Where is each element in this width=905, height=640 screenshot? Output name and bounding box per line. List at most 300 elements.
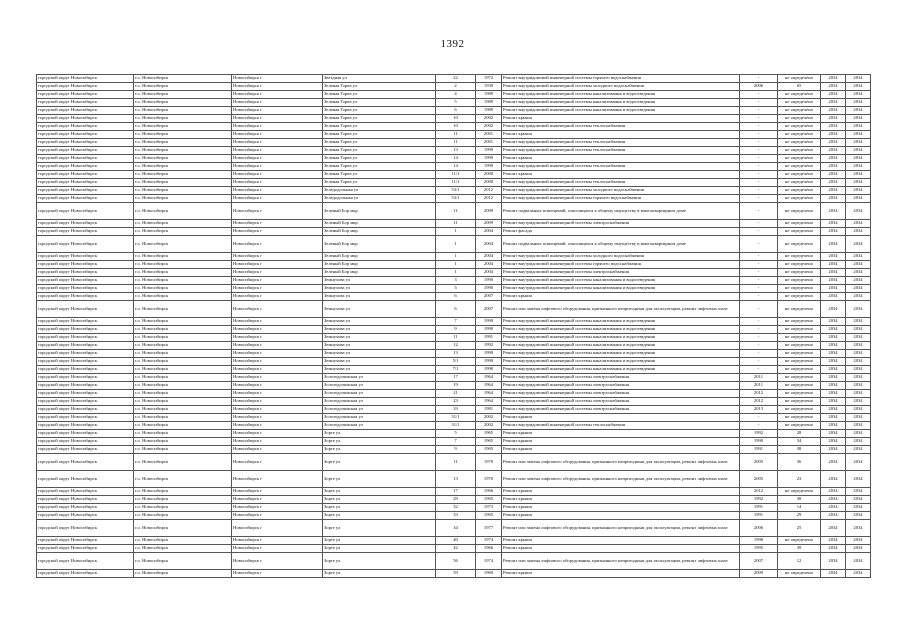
plan-start-year-cell: 2034 <box>821 471 846 488</box>
house-number-cell: 6 <box>436 107 476 115</box>
street-cell: Земнухова ул <box>323 301 436 318</box>
locality-cell: Новосибирск г <box>232 75 323 83</box>
last-repair-year-cell: - <box>740 171 778 179</box>
work-type-cell: Ремонт крыши <box>502 438 740 446</box>
build-year-cell: 2000 <box>476 179 502 187</box>
plan-end-year-cell: 2034 <box>846 147 871 155</box>
municipality-cell: городской округ Новосибирск <box>37 236 134 253</box>
wear-cell: не определено <box>778 537 821 545</box>
last-repair-year-cell: - <box>740 203 778 220</box>
plan-end-year-cell: 2034 <box>846 187 871 195</box>
street-cell: Зеленая Горка ул <box>323 83 436 91</box>
municipality-cell: городской округ Новосибирск <box>37 179 134 187</box>
last-repair-year-cell: 2011 <box>740 382 778 390</box>
work-type-cell: Ремонт крыши <box>502 414 740 422</box>
build-year-cell: 1965 <box>476 446 502 454</box>
settlement-cell: г.о. Новосибирск <box>134 382 232 390</box>
last-repair-year-cell: - <box>740 236 778 253</box>
municipality-cell: городской округ Новосибирск <box>37 446 134 454</box>
municipality-cell: городской округ Новосибирск <box>37 147 134 155</box>
locality-cell: Новосибирск г <box>232 398 323 406</box>
settlement-cell: г.о. Новосибирск <box>134 75 232 83</box>
work-type-cell: Ремонт внутридомовой инженерной системы канализования и водоотведения <box>502 366 740 374</box>
last-repair-year-cell: - <box>740 107 778 115</box>
wear-cell: не определено <box>778 107 821 115</box>
municipality-cell: городской округ Новосибирск <box>37 99 134 107</box>
wear-cell: не определено <box>778 382 821 390</box>
plan-start-year-cell: 2034 <box>821 203 846 220</box>
house-number-cell: 23 <box>436 398 476 406</box>
build-year-cell: 1989 <box>476 99 502 107</box>
settlement-cell: г.о. Новосибирск <box>134 203 232 220</box>
municipality-cell: городской округ Новосибирск <box>37 253 134 261</box>
street-cell: Зеленая Горка ул <box>323 107 436 115</box>
table-row <box>37 471 871 488</box>
wear-cell: 29 <box>778 512 821 520</box>
plan-end-year-cell: 2034 <box>846 171 871 179</box>
settlement-cell: г.о. Новосибирск <box>134 537 232 545</box>
table-row <box>37 203 871 220</box>
plan-end-year-cell: 2034 <box>846 318 871 326</box>
municipality-cell: городской округ Новосибирск <box>37 545 134 553</box>
locality-cell: Новосибирск г <box>232 422 323 430</box>
build-year-cell: 1989 <box>476 91 502 99</box>
plan-start-year-cell: 2034 <box>821 537 846 545</box>
table-row <box>37 520 871 537</box>
settlement-cell: г.о. Новосибирск <box>134 155 232 163</box>
build-year-cell: 1966 <box>476 545 502 553</box>
street-cell: Зорге ул <box>323 545 436 553</box>
locality-cell: Новосибирск г <box>232 131 323 139</box>
house-number-cell: 11 <box>436 334 476 342</box>
locality-cell: Новосибирск г <box>232 414 323 422</box>
wear-cell: не определено <box>778 374 821 382</box>
plan-start-year-cell: 2034 <box>821 398 846 406</box>
settlement-cell: г.о. Новосибирск <box>134 147 232 155</box>
table-row <box>37 285 871 293</box>
build-year-cell: 1991 <box>476 334 502 342</box>
street-cell: Зорге ул <box>323 496 436 504</box>
municipality-cell: городской округ Новосибирск <box>37 358 134 366</box>
locality-cell: Новосибирск г <box>232 179 323 187</box>
wear-cell: не определено <box>778 195 821 203</box>
work-type-cell: Ремонт внутридомовой инженерной системы холодного водоснабжения <box>502 187 740 195</box>
plan-start-year-cell: 2034 <box>821 446 846 454</box>
plan-end-year-cell: 2034 <box>846 123 871 131</box>
plan-start-year-cell: 2034 <box>821 99 846 107</box>
plan-start-year-cell: 2034 <box>821 342 846 350</box>
plan-end-year-cell: 2034 <box>846 454 871 471</box>
wear-cell: 34 <box>778 438 821 446</box>
wear-cell: 23 <box>778 471 821 488</box>
work-type-cell: Ремонт или замена лифтового оборудования, признанного непригодным для эксплуатации, ремонт лифтовых шахт <box>502 471 740 488</box>
municipality-cell: городской округ Новосибирск <box>37 537 134 545</box>
work-type-cell: Ремонт крыши <box>502 512 740 520</box>
street-cell: Зорге ул <box>323 504 436 512</box>
table-row <box>37 406 871 414</box>
table-row <box>37 342 871 350</box>
table-row <box>37 75 871 83</box>
locality-cell: Новосибирск г <box>232 203 323 220</box>
municipality-cell: городской округ Новосибирск <box>37 318 134 326</box>
house-number-cell: 17 <box>436 374 476 382</box>
street-cell: Золотодолинская ул <box>323 382 436 390</box>
plan-start-year-cell: 2034 <box>821 147 846 155</box>
last-repair-year-cell: - <box>740 422 778 430</box>
table-row <box>37 504 871 512</box>
settlement-cell: г.о. Новосибирск <box>134 326 232 334</box>
wear-cell: 36 <box>778 454 821 471</box>
plan-end-year-cell: 2034 <box>846 163 871 171</box>
plan-start-year-cell: 2034 <box>821 374 846 382</box>
municipality-cell: городской округ Новосибирск <box>37 83 134 91</box>
work-type-cell: Ремонт внутридомовой инженерной системы канализования и водоотведения <box>502 326 740 334</box>
settlement-cell: г.о. Новосибирск <box>134 512 232 520</box>
locality-cell: Новосибирск г <box>232 545 323 553</box>
settlement-cell: г.о. Новосибирск <box>134 220 232 228</box>
table-row <box>37 358 871 366</box>
work-type-cell: Ремонт крыши <box>502 115 740 123</box>
plan-start-year-cell: 2034 <box>821 285 846 293</box>
build-year-cell: 2001 <box>476 131 502 139</box>
plan-start-year-cell: 2034 <box>821 488 846 496</box>
house-number-cell: 32 <box>436 504 476 512</box>
house-number-cell: 31/1 <box>436 414 476 422</box>
table-row <box>37 139 871 147</box>
house-number-cell: 7/1 <box>436 366 476 374</box>
house-number-cell: 4 <box>436 91 476 99</box>
work-type-cell: Ремонт крыши <box>502 293 740 301</box>
municipality-cell: городской округ Новосибирск <box>37 91 134 99</box>
table-row <box>37 334 871 342</box>
plan-start-year-cell: 2034 <box>821 496 846 504</box>
street-cell: Зеленая Горка ул <box>323 123 436 131</box>
house-number-cell: 10 <box>436 115 476 123</box>
table-row <box>37 496 871 504</box>
plan-end-year-cell: 2034 <box>846 107 871 115</box>
wear-cell: не определено <box>778 220 821 228</box>
municipality-cell: городской округ Новосибирск <box>37 277 134 285</box>
wear-cell: не определено <box>778 139 821 147</box>
locality-cell: Новосибирск г <box>232 228 323 236</box>
last-repair-year-cell: - <box>740 99 778 107</box>
plan-end-year-cell: 2034 <box>846 220 871 228</box>
locality-cell: Новосибирск г <box>232 220 323 228</box>
street-cell: Зеленый Бор мкр <box>323 269 436 277</box>
work-type-cell: Ремонт фасада <box>502 228 740 236</box>
municipality-cell: городской округ Новосибирск <box>37 570 134 578</box>
plan-end-year-cell: 2034 <box>846 179 871 187</box>
last-repair-year-cell: - <box>740 131 778 139</box>
municipality-cell: городской округ Новосибирск <box>37 406 134 414</box>
table-row <box>37 446 871 454</box>
work-type-cell: Ремонт внутридомовой инженерной системы горячего водоснабжения <box>502 261 740 269</box>
municipality-cell: городской округ Новосибирск <box>37 139 134 147</box>
plan-start-year-cell: 2034 <box>821 139 846 147</box>
build-year-cell: 2004 <box>476 269 502 277</box>
plan-start-year-cell: 2034 <box>821 171 846 179</box>
settlement-cell: г.о. Новосибирск <box>134 570 232 578</box>
plan-end-year-cell: 2034 <box>846 195 871 203</box>
plan-end-year-cell: 2034 <box>846 277 871 285</box>
street-cell: Золотодолинская ул <box>323 414 436 422</box>
last-repair-year-cell: 1991 <box>740 446 778 454</box>
plan-end-year-cell: 2034 <box>846 326 871 334</box>
municipality-cell: городской округ Новосибирск <box>37 187 134 195</box>
locality-cell: Новосибирск г <box>232 107 323 115</box>
street-cell: Зорге ул <box>323 471 436 488</box>
street-cell: Зорге ул <box>323 446 436 454</box>
build-year-cell: 1990 <box>476 277 502 285</box>
plan-start-year-cell: 2034 <box>821 220 846 228</box>
house-number-cell: 11 <box>436 139 476 147</box>
work-type-cell: Ремонт внутридомовой инженерной системы канализования и водоотведения <box>502 334 740 342</box>
wear-cell: не определено <box>778 301 821 318</box>
municipality-cell: городской округ Новосибирск <box>37 512 134 520</box>
settlement-cell: г.о. Новосибирск <box>134 123 232 131</box>
locality-cell: Новосибирск г <box>232 326 323 334</box>
settlement-cell: г.о. Новосибирск <box>134 504 232 512</box>
house-number-cell: 11 <box>436 203 476 220</box>
table-row <box>37 438 871 446</box>
table-row <box>37 99 871 107</box>
build-year-cell: 1999 <box>476 155 502 163</box>
table-row <box>37 171 871 179</box>
last-repair-year-cell: - <box>740 195 778 203</box>
build-year-cell: 1965 <box>476 438 502 446</box>
house-number-cell: 13 <box>436 147 476 155</box>
plan-end-year-cell: 2034 <box>846 430 871 438</box>
municipality-cell: городской округ Новосибирск <box>37 155 134 163</box>
wear-cell: не определено <box>778 293 821 301</box>
settlement-cell: г.о. Новосибирск <box>134 171 232 179</box>
table-row <box>37 414 871 422</box>
wear-cell: не определено <box>778 228 821 236</box>
street-cell: Золотодолинская ул <box>323 422 436 430</box>
work-type-cell: Ремонт внутридомовой инженерной системы канализования и водоотведения <box>502 358 740 366</box>
municipality-cell: городской округ Новосибирск <box>37 398 134 406</box>
municipality-cell: городской округ Новосибирск <box>37 454 134 471</box>
work-type-cell: Ремонт или замена лифтового оборудования, признанного непригодным для эксплуатации, ремонт лифтовых шахт <box>502 520 740 537</box>
plan-end-year-cell: 2034 <box>846 358 871 366</box>
build-year-cell: 1990 <box>476 318 502 326</box>
last-repair-year-cell: 2011 <box>740 374 778 382</box>
plan-end-year-cell: 2034 <box>846 496 871 504</box>
last-repair-year-cell: - <box>740 115 778 123</box>
street-cell: Звездная ул <box>323 75 436 83</box>
work-type-cell: Ремонт внутридомовой инженерной системы канализования и водоотведения <box>502 277 740 285</box>
plan-end-year-cell: 2034 <box>846 342 871 350</box>
build-year-cell: 1990 <box>476 358 502 366</box>
wear-cell: не определено <box>778 269 821 277</box>
house-number-cell: 53/1 <box>436 187 476 195</box>
wear-cell: не определено <box>778 350 821 358</box>
house-number-cell: 7 <box>436 438 476 446</box>
last-repair-year-cell: - <box>740 139 778 147</box>
table-row <box>37 430 871 438</box>
locality-cell: Новосибирск г <box>232 171 323 179</box>
build-year-cell: 2002 <box>476 115 502 123</box>
plan-start-year-cell: 2034 <box>821 155 846 163</box>
plan-end-year-cell: 2034 <box>846 488 871 496</box>
street-cell: Земнухова ул <box>323 318 436 326</box>
wear-cell: не определено <box>778 414 821 422</box>
street-cell: Зорге ул <box>323 570 436 578</box>
settlement-cell: г.о. Новосибирск <box>134 358 232 366</box>
last-repair-year-cell: 2007 <box>740 553 778 570</box>
work-type-cell: Ремонт внутридомовой инженерной системы канализования и водоотведения <box>502 99 740 107</box>
municipality-cell: городской округ Новосибирск <box>37 496 134 504</box>
last-repair-year-cell: - <box>740 220 778 228</box>
build-year-cell: 2002 <box>476 414 502 422</box>
municipality-cell: городской округ Новосибирск <box>37 131 134 139</box>
street-cell: Зеленая Горка ул <box>323 99 436 107</box>
settlement-cell: г.о. Новосибирск <box>134 163 232 171</box>
plan-end-year-cell: 2034 <box>846 139 871 147</box>
plan-end-year-cell: 2034 <box>846 545 871 553</box>
table-row <box>37 179 871 187</box>
work-type-cell: Ремонт крыши <box>502 171 740 179</box>
settlement-cell: г.о. Новосибирск <box>134 269 232 277</box>
settlement-cell: г.о. Новосибирск <box>134 545 232 553</box>
street-cell: Земнухова ул <box>323 366 436 374</box>
house-number-cell: 19 <box>436 382 476 390</box>
house-number-cell: 11 <box>436 131 476 139</box>
settlement-cell: г.о. Новосибирск <box>134 179 232 187</box>
locality-cell: Новосибирск г <box>232 520 323 537</box>
wear-cell: не определено <box>778 187 821 195</box>
plan-end-year-cell: 2034 <box>846 414 871 422</box>
locality-cell: Новосибирск г <box>232 91 323 99</box>
plan-end-year-cell: 2034 <box>846 570 871 578</box>
table-row <box>37 350 871 358</box>
plan-start-year-cell: 2034 <box>821 366 846 374</box>
plan-start-year-cell: 2034 <box>821 520 846 537</box>
settlement-cell: г.о. Новосибирск <box>134 520 232 537</box>
house-number-cell: 33 <box>436 512 476 520</box>
municipality-cell: городской округ Новосибирск <box>37 366 134 374</box>
municipality-cell: городской округ Новосибирск <box>37 342 134 350</box>
locality-cell: Новосибирск г <box>232 438 323 446</box>
plan-end-year-cell: 2034 <box>846 203 871 220</box>
wear-cell: не определено <box>778 334 821 342</box>
last-repair-year-cell: - <box>740 301 778 318</box>
build-year-cell: 1992 <box>476 342 502 350</box>
settlement-cell: г.о. Новосибирск <box>134 253 232 261</box>
plan-end-year-cell: 2034 <box>846 83 871 91</box>
plan-end-year-cell: 2034 <box>846 446 871 454</box>
wear-cell: 38 <box>778 446 821 454</box>
plan-start-year-cell: 2034 <box>821 545 846 553</box>
municipality-cell: городской округ Новосибирск <box>37 350 134 358</box>
house-number-cell: 56 <box>436 553 476 570</box>
build-year-cell: 1974 <box>476 553 502 570</box>
build-year-cell: 2002 <box>476 123 502 131</box>
wear-cell: не определено <box>778 390 821 398</box>
locality-cell: Новосибирск г <box>232 342 323 350</box>
plan-end-year-cell: 2034 <box>846 334 871 342</box>
plan-end-year-cell: 2034 <box>846 422 871 430</box>
build-year-cell: 1977 <box>476 520 502 537</box>
table-row <box>37 422 871 430</box>
plan-end-year-cell: 2034 <box>846 390 871 398</box>
table-row <box>37 147 871 155</box>
municipality-cell: городской округ Новосибирск <box>37 123 134 131</box>
plan-end-year-cell: 2034 <box>846 293 871 301</box>
street-cell: Земнухова ул <box>323 350 436 358</box>
last-repair-year-cell: - <box>740 285 778 293</box>
work-type-cell: Ремонт внутридомовой инженерной системы холодного водоснабжения <box>502 83 740 91</box>
table-row <box>37 301 871 318</box>
last-repair-year-cell: - <box>740 155 778 163</box>
work-type-cell: Ремонт крыши <box>502 545 740 553</box>
municipality-cell: городской округ Новосибирск <box>37 220 134 228</box>
locality-cell: Новосибирск г <box>232 187 323 195</box>
wear-cell: не определено <box>778 285 821 293</box>
build-year-cell: 1965 <box>476 512 502 520</box>
wear-cell: не определено <box>778 115 821 123</box>
street-cell: Земнухова ул <box>323 293 436 301</box>
plan-start-year-cell: 2034 <box>821 253 846 261</box>
work-type-cell: Ремонт внутридомовой инженерной системы теплоснабжения <box>502 179 740 187</box>
house-number-cell: 11/1 <box>436 171 476 179</box>
plan-end-year-cell: 2034 <box>846 261 871 269</box>
municipality-cell: городской округ Новосибирск <box>37 195 134 203</box>
house-number-cell: 7 <box>436 318 476 326</box>
wear-cell: не определено <box>778 123 821 131</box>
plan-end-year-cell: 2034 <box>846 75 871 83</box>
wear-cell: 65 <box>778 83 821 91</box>
table-row <box>37 253 871 261</box>
build-year-cell: 1981 <box>476 406 502 414</box>
municipality-cell: городской округ Новосибирск <box>37 203 134 220</box>
settlement-cell: г.о. Новосибирск <box>134 414 232 422</box>
plan-end-year-cell: 2034 <box>846 553 871 570</box>
street-cell: Золотодолинская ул <box>323 406 436 414</box>
municipality-cell: городской округ Новосибирск <box>37 115 134 123</box>
plan-end-year-cell: 2034 <box>846 406 871 414</box>
work-type-cell: Ремонт крыши <box>502 131 740 139</box>
street-cell: Земнухова ул <box>323 342 436 350</box>
work-type-cell: Ремонт крыши <box>502 496 740 504</box>
municipality-cell: городской округ Новосибирск <box>37 438 134 446</box>
locality-cell: Новосибирск г <box>232 155 323 163</box>
wear-cell: не определено <box>778 398 821 406</box>
build-year-cell: 1990 <box>476 366 502 374</box>
house-number-cell: 6 <box>436 293 476 301</box>
last-repair-year-cell: 1991 <box>740 512 778 520</box>
build-year-cell: 2012 <box>476 195 502 203</box>
last-repair-year-cell: - <box>740 187 778 195</box>
work-type-cell: Ремонт внутридомовой инженерной системы теплоснабжения <box>502 139 740 147</box>
municipality-cell: городской округ Новосибирск <box>37 228 134 236</box>
municipality-cell: городской округ Новосибирск <box>37 382 134 390</box>
settlement-cell: г.о. Новосибирск <box>134 195 232 203</box>
locality-cell: Новосибирск г <box>232 504 323 512</box>
build-year-cell: 1970 <box>476 454 502 471</box>
last-repair-year-cell: 2006 <box>740 520 778 537</box>
work-type-cell: Ремонт крыши <box>502 537 740 545</box>
plan-end-year-cell: 2034 <box>846 269 871 277</box>
locality-cell: Новосибирск г <box>232 163 323 171</box>
build-year-cell: 2002 <box>476 422 502 430</box>
street-cell: Зеленая Горка ул <box>323 139 436 147</box>
settlement-cell: г.о. Новосибирск <box>134 301 232 318</box>
last-repair-year-cell: 2012 <box>740 390 778 398</box>
last-repair-year-cell: 1992 <box>740 496 778 504</box>
work-type-cell: Ремонт внутридомовой инженерной системы канализования и водоотведения <box>502 318 740 326</box>
municipality-cell: городской округ Новосибирск <box>37 390 134 398</box>
